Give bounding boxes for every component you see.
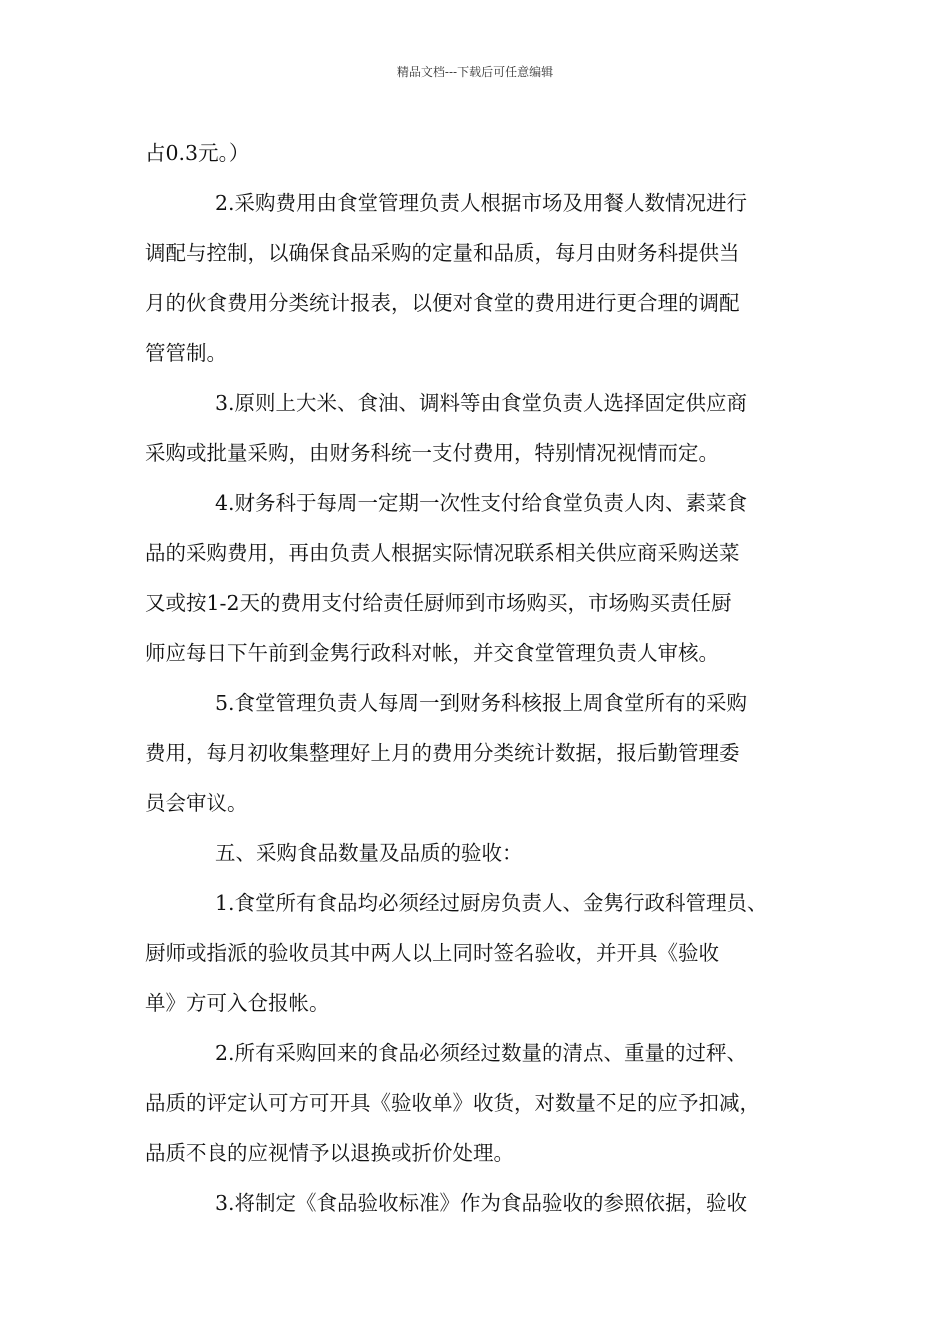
section-heading: 五、采购食品数量及品质的验收：: [215, 841, 523, 865]
text-line: 品质的评定认可方可开具《验收单》收货，对数量不足的应予扣减，: [145, 1091, 760, 1115]
paragraph-line: 4.财务科于每周一定期一次性支付给食堂负责人肉、素菜食: [215, 491, 748, 515]
text-line: 又或按1-2天的费用支付给责任厨师到市场购买，市场购买责任厨: [145, 591, 732, 615]
page-header: 精品文档---下载后可任意编辑: [396, 65, 554, 79]
paragraph-line: 2.所有采购回来的食品必须经过数量的清点、重量的过秤、: [215, 1041, 748, 1065]
document-body: [145, 128, 811, 1228]
text-line: 品质不良的应视情予以退换或折价处理。: [145, 1141, 514, 1165]
text-line: 单》方可入仓报帐。: [145, 991, 330, 1015]
text-line: 采购或批量采购，由财务科统一支付费用，特别情况视情而定。: [145, 441, 719, 465]
text-line: 占0.3元。）: [145, 141, 250, 165]
paragraph-line: 3.将制定《食品验收标准》作为食品验收的参照依据，验收: [215, 1191, 748, 1215]
text-line: 费用，每月初收集整理好上月的费用分类统计数据，报后勤管理委: [145, 741, 740, 765]
paragraph-line: 5.食堂管理负责人每周一到财务科核报上周食堂所有的采购: [215, 691, 748, 715]
paragraph-line: 1.食堂所有食品均必须经过厨房负责人、金隽行政科管理员、: [215, 891, 768, 915]
text-line: 员会审议。: [145, 791, 248, 815]
text-line: 调配与控制，以确保食品采购的定量和品质，每月由财务科提供当: [145, 241, 740, 265]
text-line: 师应每日下午前到金隽行政科对帐，并交食堂管理负责人审核。: [145, 641, 719, 665]
text-line: 管管制。: [145, 341, 227, 365]
paragraph-line: 3.原则上大米、食油、调料等由食堂负责人选择固定供应商: [215, 391, 748, 415]
text-line: 品的采购费用，再由负责人根据实际情况联系相关供应商采购送菜: [145, 541, 740, 565]
text-line: 厨师或指派的验收员其中两人以上同时签名验收，并开具《验收: [145, 941, 719, 965]
text-line: 月的伙食费用分类统计报表，以便对食堂的费用进行更合理的调配: [145, 291, 740, 315]
paragraph-line: 2.采购费用由食堂管理负责人根据市场及用餐人数情况进行: [215, 191, 748, 215]
